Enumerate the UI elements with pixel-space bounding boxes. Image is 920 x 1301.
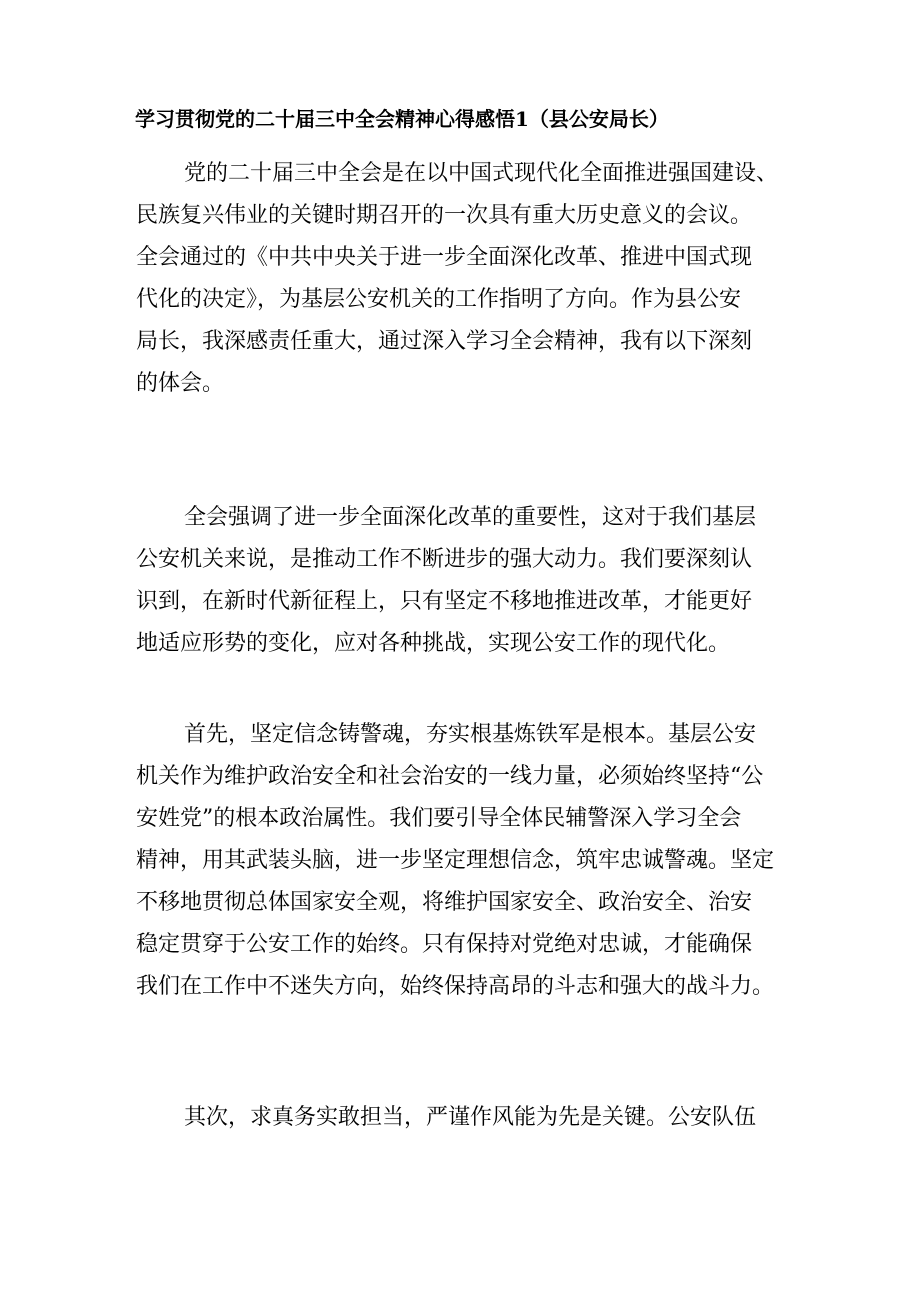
paragraph-line: 代化的决定》，为基层公安机关的工作指明了方向。作为县公安 <box>136 287 742 312</box>
paragraph-1 <box>136 153 796 405</box>
paragraph-line: 我们在工作中不迷失方向，始终保持高昂的斗志和强大的战斗力。 <box>136 974 775 999</box>
paragraph-line: 党的二十届三中全会是在以中国式现代化全面推进强国建设、 <box>184 161 779 186</box>
paragraph-line: 稳定贯穿于公安工作的始终。只有保持对党绝对忠诚，才能确保 <box>136 932 753 957</box>
paragraph-line: 首先，坚定信念铸警魂，夯实根基炼铁军是根本。基层公安 <box>184 722 757 747</box>
paragraph-line: 局长，我深感责任重大，通过深入学习全会精神，我有以下深刻 <box>136 329 753 354</box>
paragraph-line: 其次，求真务实敢担当，严谨作风能为先是关键。公安队伍 <box>184 1105 757 1130</box>
paragraph-line: 全会强调了进一步全面深化改革的重要性，这对于我们基层 <box>184 505 757 530</box>
paragraph-3 <box>136 714 796 1008</box>
paragraph-line: 安姓党”的根本政治属性。我们要引导全体民辅警深入学习全会 <box>136 806 742 831</box>
paragraph-line: 识到，在新时代新征程上，只有坚定不移地推进改革，才能更好 <box>136 589 753 614</box>
paragraph-line: 全会通过的《中共中央关于进一步全面深化改革、推进中国式现 <box>136 245 753 270</box>
paragraph-line: 地适应形势的变化，应对各种挑战，实现公安工作的现代化。 <box>136 631 731 656</box>
paragraph-line: 公安机关来说，是推动工作不断进步的强大动力。我们要深刻认 <box>136 547 753 572</box>
paragraph-line: 不移地贯彻总体国家安全观，将维护国家安全、政治安全、治安 <box>136 890 753 915</box>
paragraph-line: 民族复兴伟业的关键时期召开的一次具有重大历史意义的会议。 <box>136 203 753 228</box>
paragraph-line: 机关作为维护政治安全和社会治安的一线力量，必须始终坚持“公 <box>136 764 764 789</box>
paragraph-line: 精神，用其武装头脑，进一步坚定理想信念，筑牢忠诚警魂。坚定 <box>136 848 775 873</box>
paragraph-line: 的体会。 <box>136 371 225 396</box>
document-title: 学习贯彻党的二十届三中全会精神心得感悟1（县公安局长） <box>135 107 669 131</box>
paragraph-4 <box>136 1097 796 1139</box>
paragraph-2 <box>136 497 796 665</box>
